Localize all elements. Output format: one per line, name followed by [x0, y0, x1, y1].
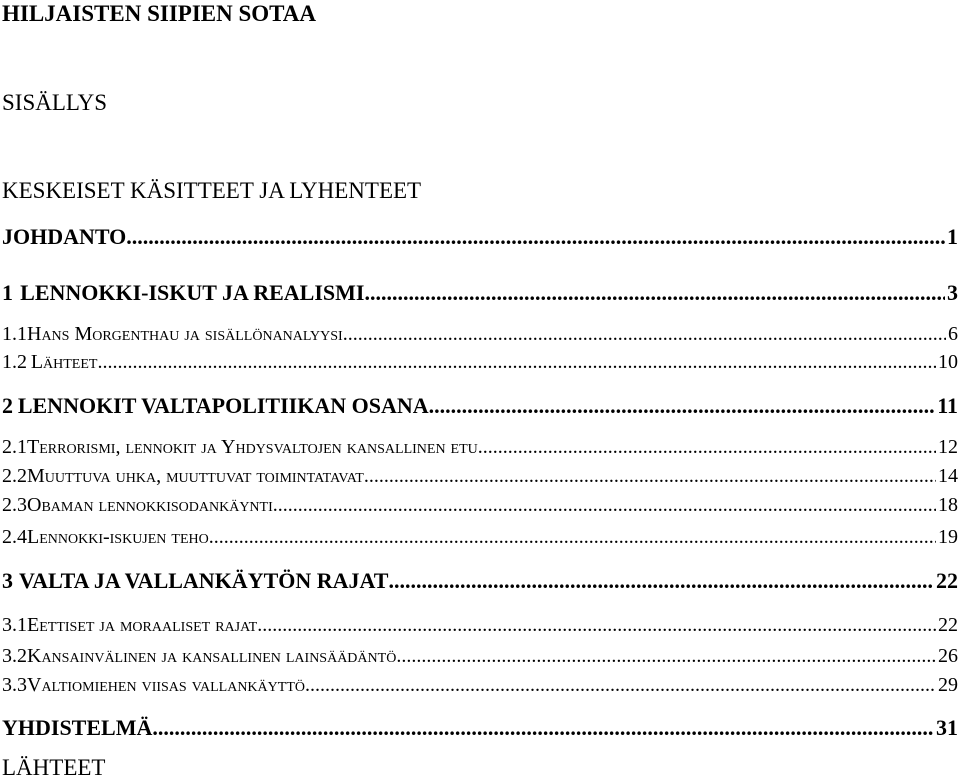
toc-entry-number: 2.4	[2, 526, 27, 548]
toc-page-number: 14	[938, 465, 958, 487]
toc-entry-section-1-1[interactable]	[2, 322, 958, 346]
toc-entry-johdanto[interactable]	[2, 224, 958, 250]
toc-leader-dots	[364, 280, 945, 306]
toc-page-number: 6	[948, 323, 958, 345]
toc-entry-number: 3.3	[2, 674, 27, 696]
toc-entry-number: 3.2	[2, 645, 27, 667]
toc-entry-title: Lennokki-iskujen teho	[27, 526, 209, 548]
toc-leader-dots	[478, 435, 936, 459]
toc-entry-number: 3.1	[2, 614, 27, 636]
toc-leader-dots	[152, 715, 934, 741]
toc-entry-number: 3	[2, 568, 13, 593]
toc-page-number: 10	[938, 351, 958, 373]
toc-page-number: 11	[937, 393, 958, 418]
toc-entry-section-3-2[interactable]	[2, 644, 958, 668]
toc-entry-title: Kansainvälinen ja kansallinen lainsäädäntö	[27, 645, 397, 667]
toc-entry-title: LENNOKKI-ISKUT JA REALISMI	[20, 280, 365, 305]
toc-entry-number: 2	[2, 393, 13, 418]
toc-leader-dots	[305, 673, 936, 697]
toc-page-number: 22	[936, 568, 958, 593]
toc-entry-yhdistelma[interactable]	[2, 715, 958, 741]
toc-entry-title: Eettiset ja moraaliset rajat	[27, 614, 258, 636]
toc-leader-dots	[388, 568, 934, 594]
toc-entry-title: Obaman lennokkisodankäynti	[27, 494, 273, 516]
toc-entry-chapter-2[interactable]	[2, 393, 958, 419]
toc-leader-dots	[209, 525, 936, 549]
toc-entry-chapter-1[interactable]	[2, 280, 958, 306]
toc-entry-number: 2.1	[2, 436, 27, 458]
toc-leader-dots	[273, 493, 936, 517]
toc-entry-number: 1.2	[2, 351, 27, 373]
toc-leader-dots	[343, 322, 946, 346]
toc-entry-title: Hans Morgenthau ja sisällönanalyysi	[27, 323, 343, 345]
toc-page-number: 22	[938, 614, 958, 636]
toc-entry-title: Terrorismi, lennokit ja Yhdysvaltojen kansallinen etu	[27, 436, 478, 458]
toc-entry-title: Valtiomiehen viisas vallankäyttö	[27, 674, 305, 696]
toc-heading: SISÄLLYS	[2, 90, 108, 115]
toc-leader-dots	[396, 644, 936, 668]
abbreviations-heading: KESKEISET KÄSITTEET JA LYHENTEET	[2, 178, 422, 203]
toc-leader-dots	[126, 224, 945, 250]
toc-entry-number: 1	[2, 280, 13, 305]
toc-page-number: 19	[938, 526, 958, 548]
toc-leader-dots	[429, 393, 936, 419]
toc-entry-title: Muuttuva uhka, muuttuvat toimintatavat	[27, 465, 364, 487]
toc-page-number: 12	[938, 436, 958, 458]
document-title: HILJAISTEN SIIPIEN SOTAA	[2, 1, 317, 26]
toc-page-number: 31	[936, 715, 958, 740]
toc-entry-section-2-3[interactable]	[2, 493, 958, 517]
toc-entry-number: 1.1	[2, 323, 27, 345]
toc-entry-section-3-3[interactable]	[2, 673, 958, 697]
toc-entry-section-2-2[interactable]	[2, 464, 958, 488]
toc-entry-section-2-4[interactable]	[2, 525, 958, 549]
toc-entry-title: VALTA JA VALLANKÄYTÖN RAJAT	[19, 568, 389, 593]
toc-entry-title: Lähteet	[30, 351, 98, 373]
references-heading: LÄHTEET	[2, 755, 106, 780]
toc-leader-dots	[257, 613, 936, 637]
toc-leader-dots	[364, 464, 936, 488]
toc-entry-title: JOHDANTO	[2, 224, 127, 249]
toc-entry-title: LENNOKIT VALTAPOLITIIKAN OSANA	[17, 393, 429, 418]
toc-page-number: 1	[947, 224, 958, 249]
toc-entry-chapter-3[interactable]	[2, 568, 958, 594]
toc-entry-section-2-1[interactable]	[2, 435, 958, 459]
toc-page-number: 3	[947, 280, 958, 305]
toc-leader-dots	[97, 350, 936, 374]
toc-entry-number: 2.3	[2, 494, 27, 516]
toc-page-number: 18	[938, 494, 958, 516]
toc-entry-title: YHDISTELMÄ	[2, 715, 153, 740]
toc-entry-section-1-2[interactable]	[2, 350, 958, 374]
toc-page-number: 26	[938, 645, 958, 667]
toc-entry-number: 2.2	[2, 465, 27, 487]
toc-page-number: 29	[938, 674, 958, 696]
toc-entry-section-3-1[interactable]	[2, 613, 958, 637]
